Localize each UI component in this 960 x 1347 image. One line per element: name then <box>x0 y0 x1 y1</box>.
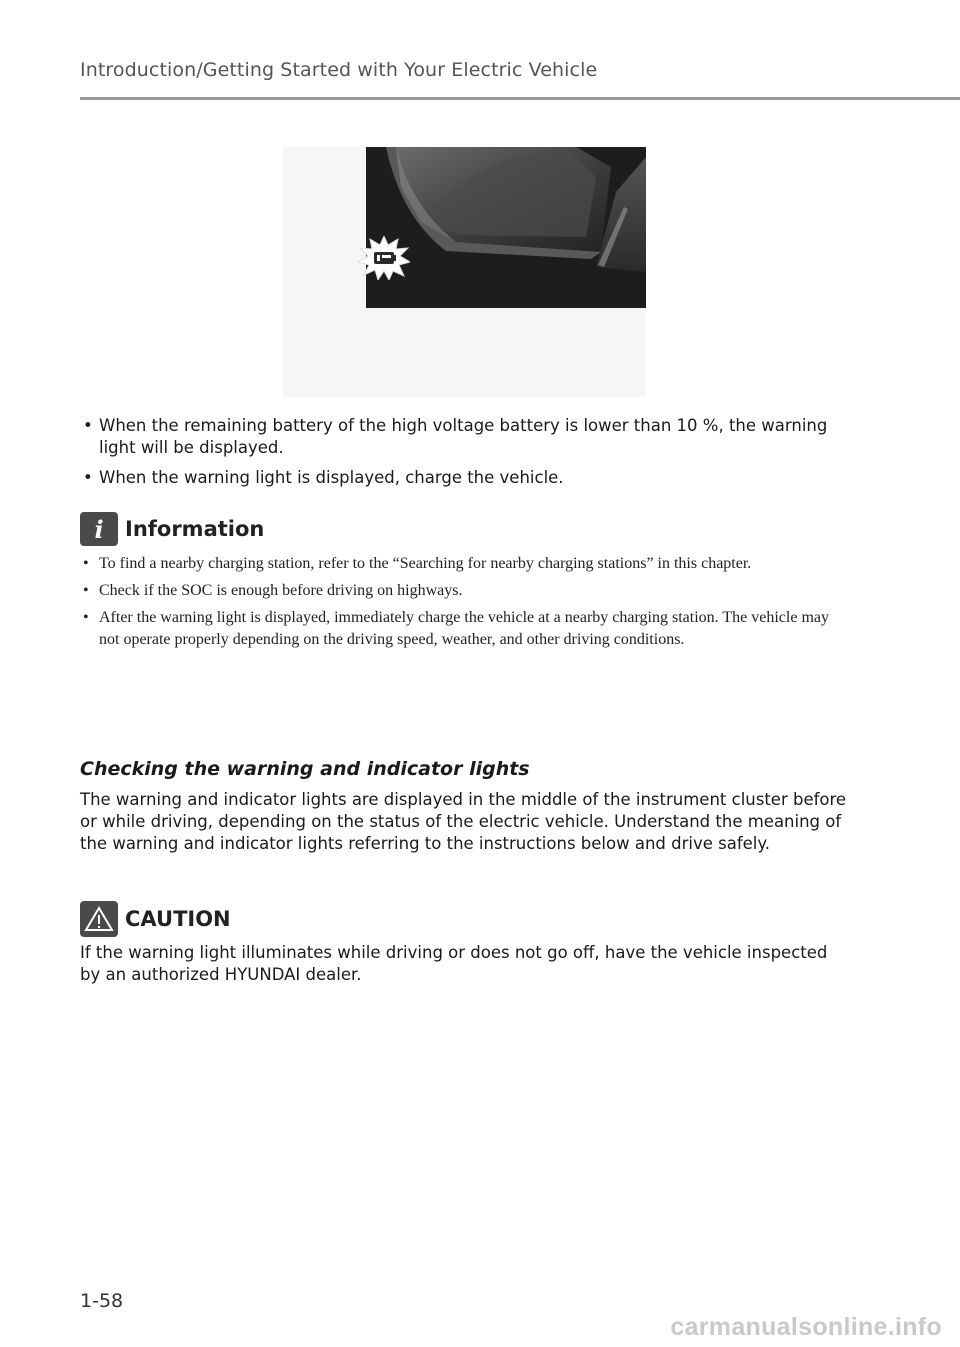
low-battery-warning-icon <box>358 236 410 280</box>
header-divider <box>80 97 960 100</box>
caution-heading <box>80 901 231 937</box>
list-item: • When the remaining battery of the high voltage battery is lower than 10 %, the warning light will be displayed. <box>80 415 850 459</box>
list-item: • To find a nearby charging station, refer to the “Searching for nearby charging stations” in this chapter. <box>80 553 850 575</box>
information-bullets <box>80 553 850 656</box>
section-heading: Checking the warning and indicator lights <box>80 758 530 780</box>
info-icon: i <box>80 512 118 546</box>
instrument-cluster-display <box>366 147 646 308</box>
information-title: Information <box>125 517 265 541</box>
section-body: The warning and indicator lights are displayed in the middle of the instrument cluster before or while driving, depending on the status of the electric vehicle. Understand the meaning of the warning and indicator lights referring to the instructions below and drive safely. <box>80 790 847 853</box>
caution-body: If the warning light illuminates while driving or does not go off, have the vehicle inspected by an authorized HYUNDAI dealer. <box>80 943 828 984</box>
list-item: • When the warning light is displayed, charge the vehicle. <box>80 467 850 489</box>
page-number: 1-58 <box>80 1290 124 1312</box>
page-header-title: Introduction/Getting Started with Your Electric Vehicle <box>80 59 598 81</box>
warning-triangle-icon <box>80 901 118 937</box>
cluster-illustration <box>366 147 646 308</box>
list-item: • Check if the SOC is enough before driving on highways. <box>80 580 850 602</box>
caution-title: CAUTION <box>125 907 231 931</box>
information-heading <box>80 512 264 546</box>
watermark: carmanualsonline.info <box>670 1313 942 1341</box>
battery-warning-bullets <box>80 415 850 497</box>
list-item: • After the warning light is displayed, immediately charge the vehicle at a nearby charging station. The vehicle may not operate properly depending on the driving speed, weather, and other driving conditions. <box>80 607 850 651</box>
